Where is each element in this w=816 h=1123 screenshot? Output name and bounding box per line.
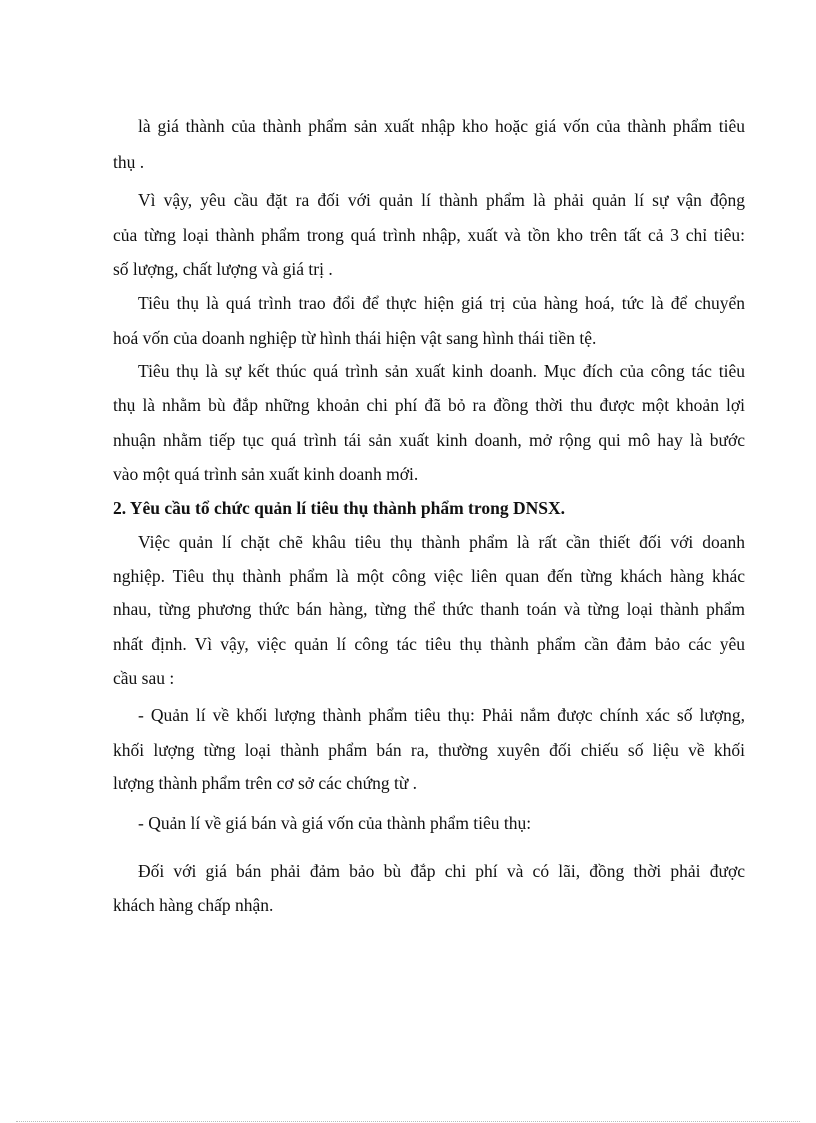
- paragraph-line: khách hàng chấp nhận.: [113, 895, 274, 915]
- paragraph-line: là giá thành của thành phẩm sản xuất nhập kho hoặc giá vốn của thành phẩm tiêu: [138, 116, 745, 136]
- paragraph-line: vào một quá trình sản xuất kinh doanh mới.: [113, 464, 419, 484]
- list-item-line: - Quản lí về giá bán và giá vốn của thành phẩm tiêu thụ:: [138, 813, 532, 833]
- paragraph-line: khối lượng từng loại thành phẩm bán ra, thường xuyên đối chiếu số liệu về khối: [113, 740, 745, 760]
- paragraph-line: thụ .: [113, 152, 145, 172]
- paragraph-line: của từng loại thành phẩm trong quá trình nhập, xuất và tồn kho trên tất cả 3 chỉ tiêu:: [113, 225, 745, 245]
- paragraph-line: cầu sau :: [113, 668, 175, 688]
- paragraph-line: Vì vậy, yêu cầu đặt ra đối với quản lí thành phẩm là phải quản lí sự vận động: [138, 190, 745, 210]
- paragraph-line: lượng thành phẩm trên cơ sở các chứng từ .: [113, 773, 418, 793]
- paragraph-line: số lượng, chất lượng và giá trị .: [113, 259, 333, 279]
- paragraph-line: Tiêu thụ là quá trình trao đổi để thực hiện giá trị của hàng hoá, tức là để chuyển: [138, 293, 745, 313]
- paragraph-line: nhất định. Vì vậy, việc quản lí công tác tiêu thụ thành phẩm cần đảm bảo các yêu: [113, 634, 745, 654]
- page-bottom-divider: [16, 1121, 800, 1122]
- list-item-line: - Quản lí về khối lượng thành phẩm tiêu thụ: Phải nắm được chính xác số lượng,: [138, 705, 745, 725]
- paragraph-line: hoá vốn của doanh nghiệp từ hình thái hiện vật sang hình thái tiền tệ.: [113, 328, 597, 348]
- section-heading: 2. Yêu cầu tổ chức quản lí tiêu thụ thành phẩm trong DNSX.: [113, 498, 565, 518]
- paragraph-line: nghiệp. Tiêu thụ thành phẩm là một công việc liên quan đến từng khách hàng khác: [113, 566, 745, 586]
- paragraph-line: thụ là nhằm bù đắp những khoản chi phí đã bỏ ra đồng thời thu được một khoản lợi: [113, 395, 745, 415]
- paragraph-line: Tiêu thụ là sự kết thúc quá trình sản xuất kinh doanh. Mục đích của công tác tiêu: [138, 361, 745, 381]
- paragraph-line: nhau, từng phương thức bán hàng, từng thể thức thanh toán và từng loại thành phẩm: [113, 599, 745, 619]
- paragraph-line: nhuận nhằm tiếp tục quá trình tái sản xuất kinh doanh, mở rộng qui mô hay là bước: [113, 430, 745, 450]
- paragraph-line: Việc quản lí chặt chẽ khâu tiêu thụ thành phẩm là rất cần thiết đối với doanh: [138, 532, 745, 552]
- paragraph-line: Đối với giá bán phải đảm bảo bù đắp chi phí và có lãi, đồng thời phải được: [138, 861, 745, 881]
